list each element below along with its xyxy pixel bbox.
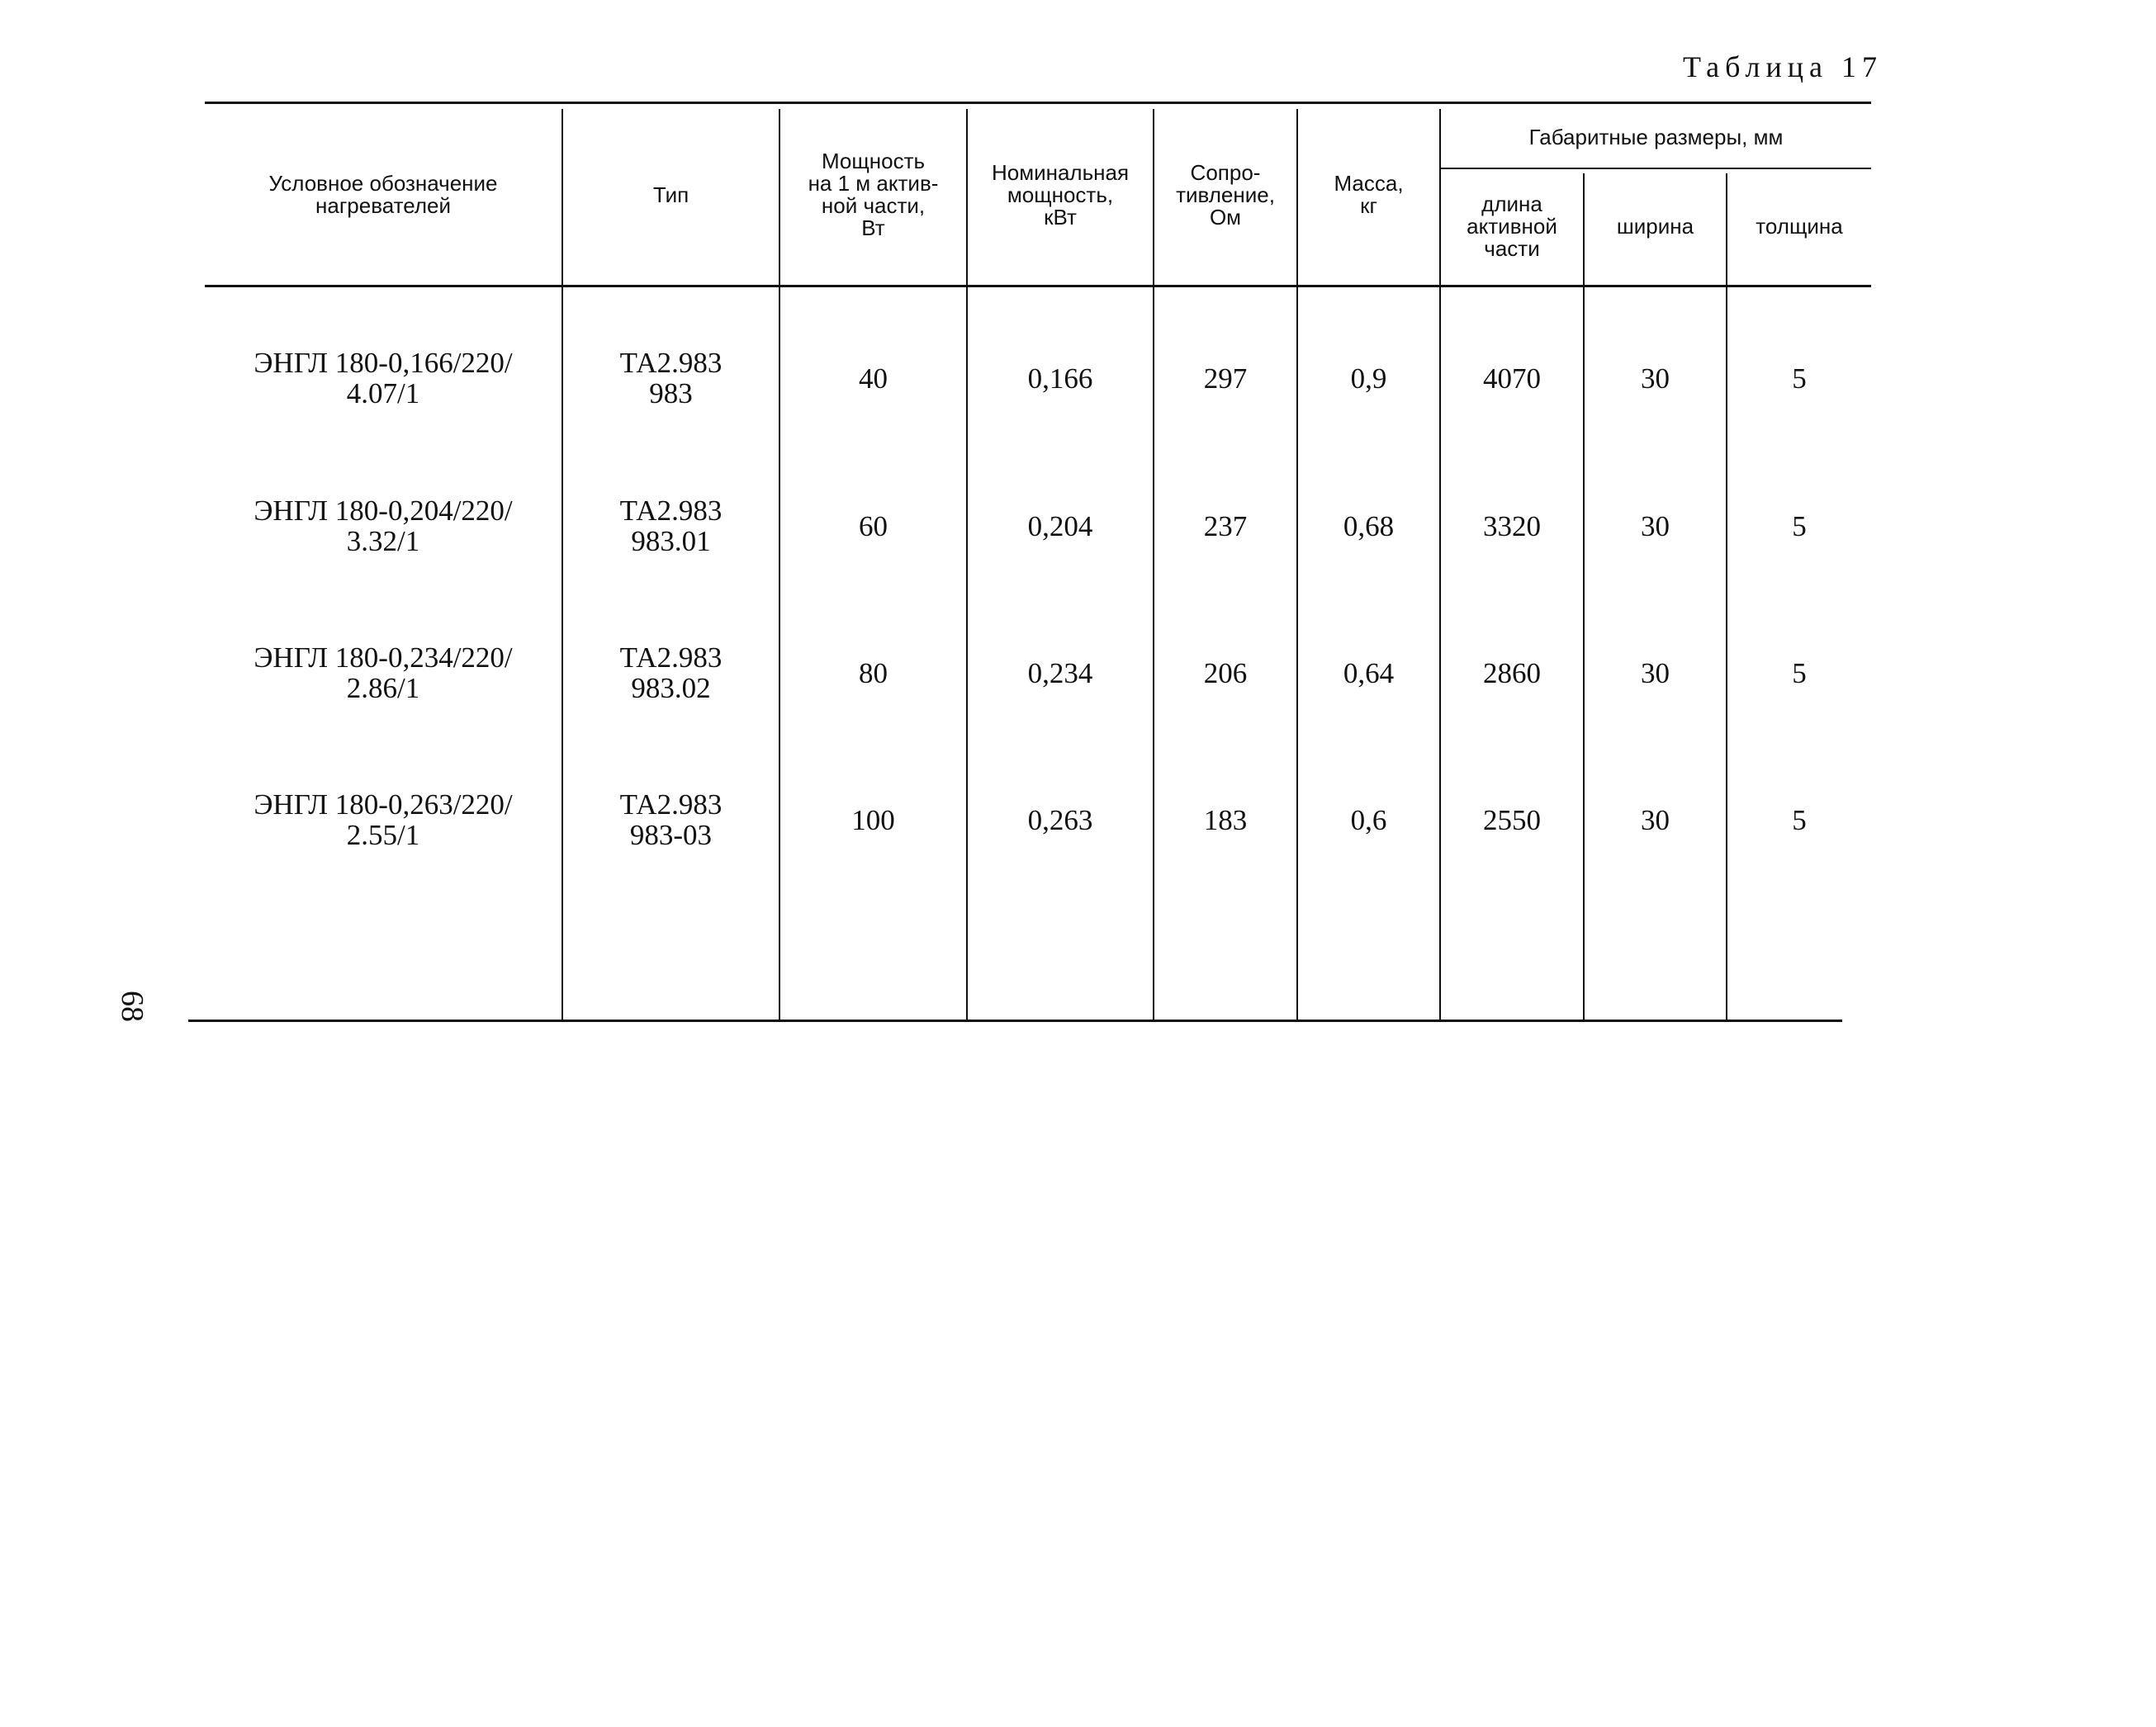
- page-number: 68: [115, 991, 149, 1022]
- row1-designation: ЭНГЛ 180-0,166/220/ 4.07/1: [254, 347, 513, 409]
- row3-type: ТА2.983 983.02: [619, 641, 723, 704]
- row3-designation: ЭНГЛ 180-0,234/220/ 2.86/1: [254, 641, 513, 704]
- row1-thickness: 5: [1792, 362, 1807, 395]
- row4-mass: 0,6: [1350, 803, 1387, 836]
- row2-thickness: 5: [1792, 509, 1807, 542]
- header-bottom-rule: [205, 285, 1871, 287]
- row1-length: 4070: [1483, 362, 1541, 395]
- row3-resistance: 206: [1203, 656, 1248, 689]
- header-width: ширина: [1616, 214, 1694, 239]
- table-caption: Таблица 17: [1683, 50, 1883, 83]
- column-divider: [1726, 173, 1727, 1020]
- row1-type: ТА2.983 983: [619, 347, 723, 409]
- header-resistance: Сопро- тивление, Ом: [1176, 159, 1275, 229]
- dimensions-sub-rule: [1441, 168, 1871, 169]
- table-bottom-rule: [188, 1020, 1842, 1022]
- header-dimensions: Габаритные размеры, мм: [1528, 124, 1784, 149]
- row2-nominal: 0,204: [1027, 509, 1093, 542]
- row1-power: 40: [859, 362, 888, 395]
- row4-resistance: 183: [1203, 803, 1248, 836]
- header-power-per-meter: Мощность на 1 м актив- ной части, Вт: [808, 149, 939, 240]
- row3-width: 30: [1641, 656, 1670, 689]
- row2-power: 60: [859, 509, 888, 542]
- row2-designation: ЭНГЛ 180-0,204/220/ 3.32/1: [254, 494, 513, 557]
- row2-type: ТА2.983 983.01: [619, 494, 723, 557]
- header-type: Тип: [652, 182, 689, 207]
- header-length: длина активной части: [1467, 192, 1557, 261]
- row4-thickness: 5: [1792, 803, 1807, 836]
- row4-width: 30: [1641, 803, 1670, 836]
- row1-resistance: 297: [1203, 362, 1248, 395]
- row3-length: 2860: [1483, 656, 1541, 689]
- header-nominal-power: Номинальная мощность, кВт: [991, 159, 1130, 229]
- header-designation: Условное обозначение нагревателей: [268, 171, 498, 218]
- table-top-rule: [205, 102, 1871, 104]
- row4-type: ТА2.983 983-03: [619, 788, 723, 851]
- row1-nominal: 0,166: [1027, 362, 1093, 395]
- header-mass: Масса, кг: [1334, 171, 1404, 218]
- row2-length: 3320: [1483, 509, 1541, 542]
- row2-width: 30: [1641, 509, 1670, 542]
- column-divider: [1583, 173, 1585, 1020]
- row4-length: 2550: [1483, 803, 1541, 836]
- row1-width: 30: [1641, 362, 1670, 395]
- row2-mass: 0,68: [1343, 509, 1395, 542]
- header-thickness: толщина: [1756, 214, 1843, 239]
- row2-resistance: 237: [1203, 509, 1248, 542]
- row4-power: 100: [851, 803, 895, 836]
- row3-nominal: 0,234: [1027, 656, 1093, 689]
- row3-power: 80: [859, 656, 888, 689]
- row4-designation: ЭНГЛ 180-0,263/220/ 2.55/1: [254, 788, 513, 851]
- row3-mass: 0,64: [1343, 656, 1395, 689]
- row1-mass: 0,9: [1350, 362, 1387, 395]
- row3-thickness: 5: [1792, 656, 1807, 689]
- row4-nominal: 0,263: [1027, 803, 1093, 836]
